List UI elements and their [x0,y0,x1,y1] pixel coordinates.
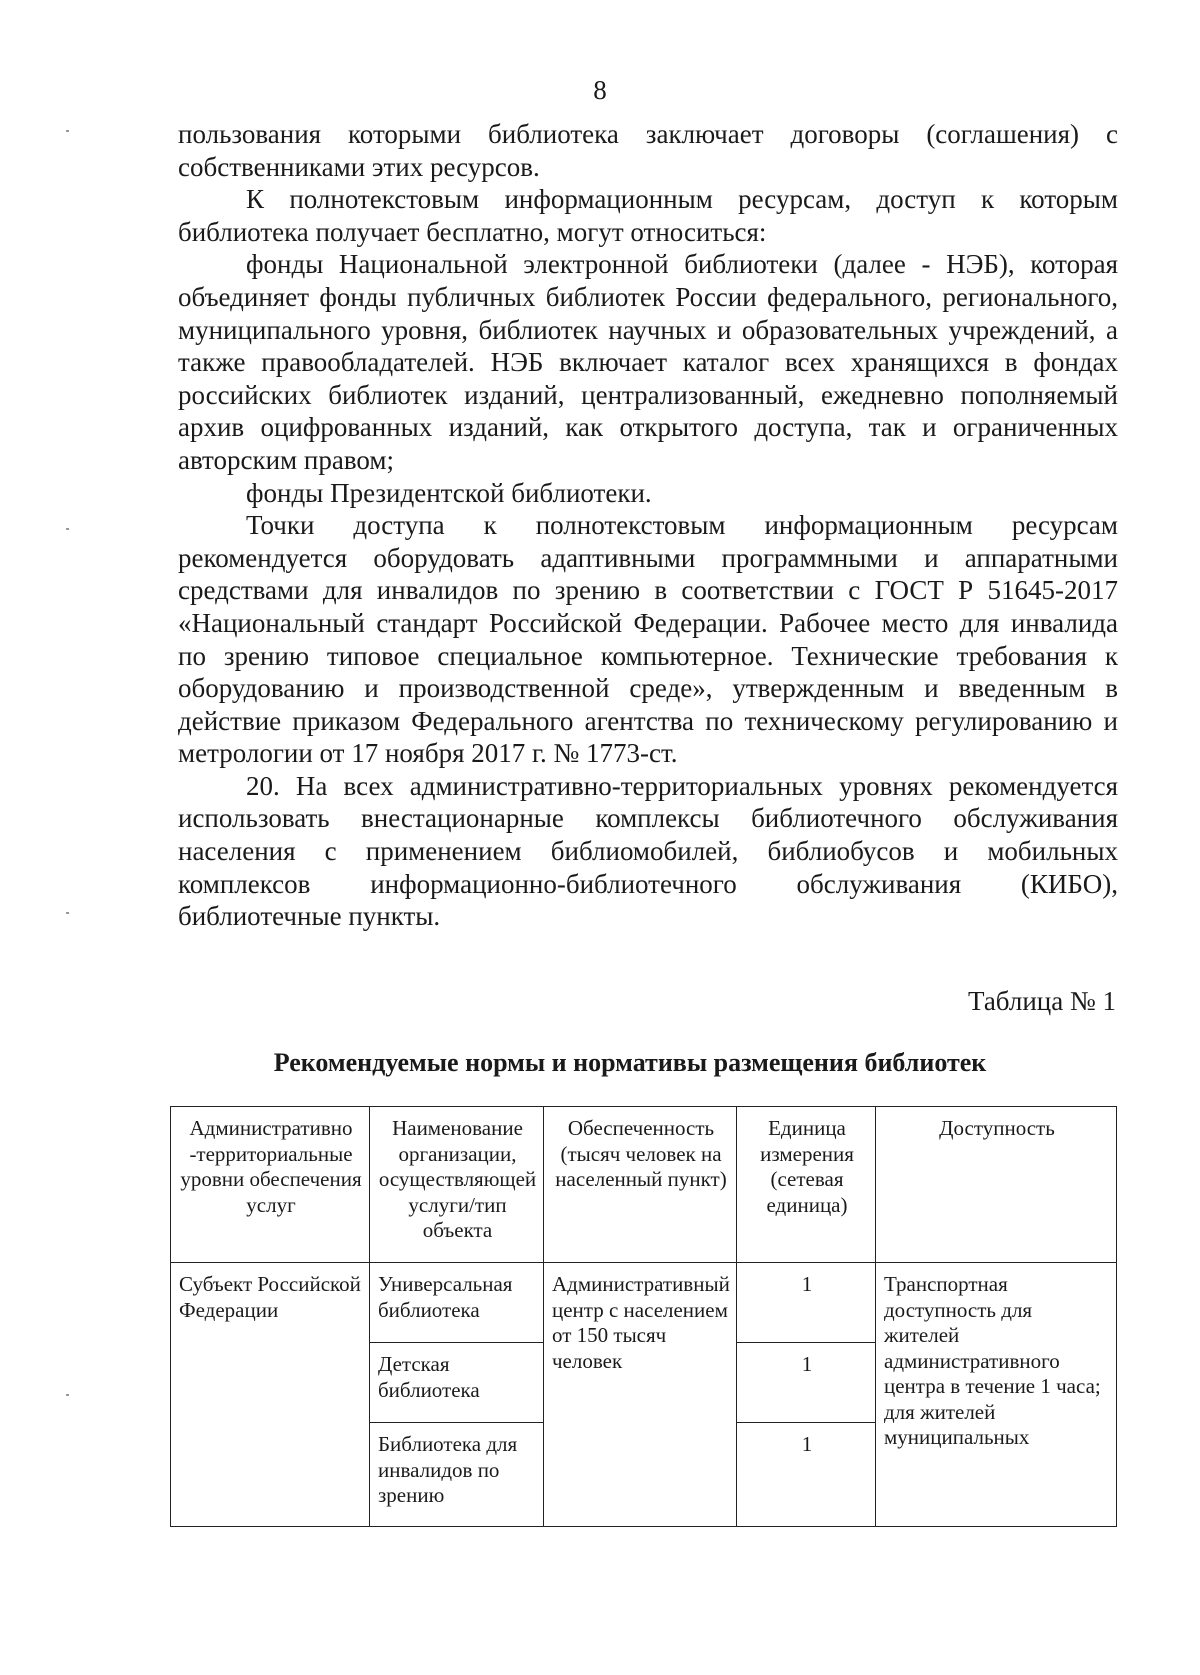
body-text [178,118,1118,933]
table-number: Таблица № 1 [968,986,1116,1016]
page-number: 8 [593,75,607,105]
margin-mark [66,912,69,914]
paragraph: К полнотекстовым информационным ресурсам, доступ к которым библиотека получает бесплатно, могут относиться: [178,184,1118,247]
paragraph: пользования которыми библиотека заключает договоры (соглашения) с собственниками этих ресурсов. [178,119,1118,182]
column-header: Единица измерения (сетевая единица) [737,1107,876,1263]
margin-mark [66,1394,69,1396]
margin-mark [66,528,69,530]
unit-cell: 1 [737,1423,876,1527]
unit-cell: 1 [737,1263,876,1343]
paragraph: фонды Национальной электронной библиотеки (далее - НЭБ), которая объединяет фонды публичных библиотек России федерального, регионального, муниципального уровня, библиотек научных и образовательных учреждений, а также правообладателей. НЭБ включает каталог всех хранящихся в фондах российских библиотек изданий, централизованный, ежедневно пополняемый архив оцифрованных изданий, как открытого доступа, так и ограниченных авторским правом; [178,249,1118,475]
unit-cell: 1 [737,1343,876,1423]
table-header-row [171,1107,1117,1263]
paragraph: Точки доступа к полнотекстовым информационным ресурсам рекомендуется оборудовать адаптивными программными и аппаратными средствами для инвалидов по зрению в соответствии с ГОСТ Р 51645-2017 «Национальный стандарт Российской Федерации. Рабочее место для инвалида по зрению типовое специальное компьютерное. Технические требования к оборудованию и производственной среде», утвержденным и введенным в действие приказом Федерального агентства по техническому регулированию и метрологии от 17 ноября 2017 г. № 1773-ст. [178,510,1118,769]
column-header: Доступность [876,1107,1117,1263]
norms-table [170,1106,1117,1527]
table-row [171,1263,1117,1343]
object-type-cell: Библиотека для инвалидов по зрению [370,1423,544,1527]
level-cell: Субъект Российской Федерации [171,1263,370,1527]
paragraph: 20. На всех административно-территориальных уровнях рекомендуется использовать внестационарные комплексы библиотечного обслуживания населения с применением библиомобилей, библиобусов и мобильных комплексов информационно-библиотечного обслуживания (КИБО), библиотечные пункты. [178,770,1118,932]
object-type-cell: Универсальная библиотека [370,1263,544,1343]
column-header: Административно -территориальные уровни обеспечения услуг [171,1107,370,1263]
availability-cell: Транспортная доступность для жителей административного центра в течение 1 часа; для жителей муниципальных [876,1263,1117,1527]
column-header: Обеспеченность (тысяч человек на населенный пункт) [544,1107,737,1263]
paragraph: фонды Президентской библиотеки. [246,477,652,508]
provision-cell: Административный центр с населением от 150 тысяч человек [544,1263,737,1527]
margin-mark [66,130,69,132]
table-title: Рекомендуемые нормы и нормативы размещения библиотек [273,1048,987,1077]
object-type-cell: Детская библиотека [370,1343,544,1423]
column-header: Наименование организации, осуществляющей услуги/тип объекта [370,1107,544,1263]
